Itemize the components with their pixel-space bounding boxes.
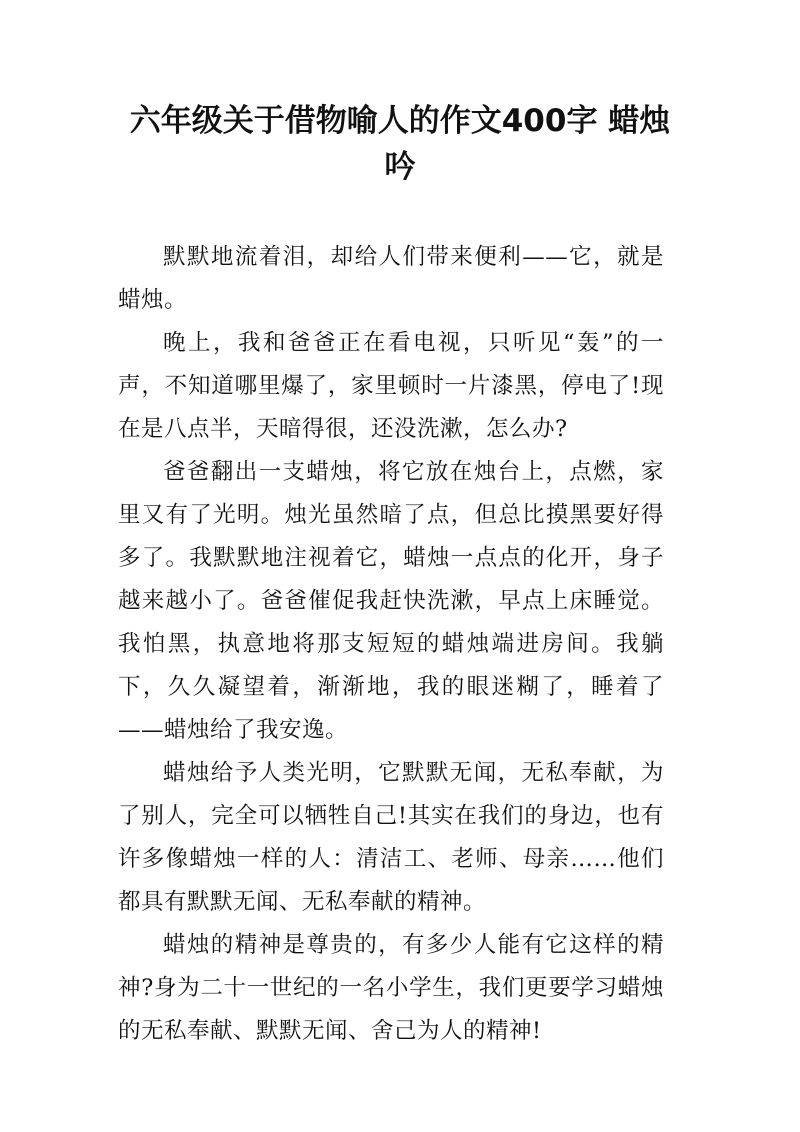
- paragraph-4: 蜡烛给予人类光明，它默默无闻，无私奉献，为了别人，完全可以牺牲自己!其实在我们的身边，也有许多像蜡烛一样的人：清洁工、老师、母亲……他们都具有默默无闻、无私奉献的精神。: [118, 760, 664, 915]
- paragraph-5: 蜡烛的精神是尊贵的，有多少人能有它这样的精神?身为二十一世纪的一名小学生，我们更要学习蜡烛的无私奉献、默默无闻、舍己为人的精神!: [118, 932, 664, 1044]
- paragraph-3: 爸爸翻出一支蜡烛，将它放在烛台上，点燃，家里又有了光明。烛光虽然暗了点，但总比摸黑要好得多了。我默默地注视着它，蜡烛一点点的化开，身子越来越小了。爸爸催促我赶快洗漱，早点上床睡觉。我怕黑，执意地将那支短短的蜡烛端进房间。我躺下，久久凝望着，渐渐地，我的眼迷糊了，睡着了——蜡烛给了我安逸。: [118, 459, 664, 743]
- essay-body: [118, 236, 664, 1053]
- paragraph-2: 晚上，我和爸爸正在看电视，只听见“轰”的一声，不知道哪里爆了，家里顿时一片漆黑，停电了!现在是八点半，天暗得很，还没洗漱，怎么办?: [118, 330, 664, 442]
- page-title: 六年级关于借物喻人的作文400字 蜡烛吟: [129, 103, 671, 185]
- paragraph-1: 默默地流着泪，却给人们带来便利——它，就是蜡烛。: [118, 244, 664, 313]
